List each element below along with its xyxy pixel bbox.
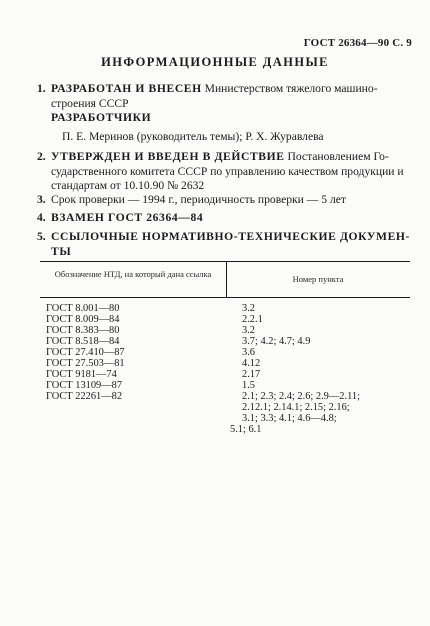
item-text: Срок проверки — 1994 г., периодичность проверки — 5 лет (51, 193, 346, 206)
table-row (40, 325, 410, 336)
document-cell: ГОСТ 8.009—84 (46, 314, 120, 325)
table-row (40, 336, 410, 347)
developers-names: П. Е. Меринов (руководитель темы); Р. Х. Журавлева (62, 130, 324, 143)
clause-cell: 2.17 (242, 369, 261, 380)
document-cell: ГОСТ 22261—82 (46, 391, 123, 402)
table-row (40, 347, 410, 358)
table-row (40, 358, 410, 369)
item-number: 1. (37, 82, 46, 95)
table-header-rule (40, 297, 410, 298)
clause-cell: 5.1; 6.1 (230, 424, 262, 435)
item-heading: ССЫЛОЧНЫЕ НОРМАТИВНО-ТЕХНИЧЕСКИЕ ДОКУМЕНТЫ (51, 230, 410, 258)
item-text: Министерством тяжелого машиностроения СССР (51, 82, 378, 110)
item-heading: РАЗРАБОТАН И ВНЕСЕН (51, 82, 202, 95)
table-body (40, 303, 410, 435)
document-cell: ГОСТ 27.410—87 (46, 347, 125, 358)
document-cell: ГОСТ 8.001—80 (46, 303, 120, 314)
table-row-continuation (40, 402, 410, 413)
item-1 (37, 82, 413, 111)
clause-cell: 2.12.1; 2.14.1; 2.15; 2.16; (242, 402, 350, 413)
table-header-document: Обозначение НТД, на который дана ссылка (54, 269, 212, 279)
document-cell: ГОСТ 27.503—81 (46, 358, 125, 369)
clause-cell: 2.2.1 (242, 314, 263, 325)
item-4 (37, 211, 413, 226)
item-heading: ВЗАМЕН ГОСТ 26364—84 (51, 211, 204, 224)
item-number: 2. (37, 150, 46, 163)
document-cell: ГОСТ 8.518—84 (46, 336, 120, 347)
clause-cell: 3.1; 3.3; 4.1; 4.6—4.8; (242, 413, 337, 424)
developers-heading: РАЗРАБОТЧИКИ (51, 111, 152, 124)
table-row (40, 314, 410, 325)
clause-cell: 3.7; 4.2; 4.7; 4.9 (242, 336, 311, 347)
table-top-rule (40, 261, 410, 262)
item-number: 5. (37, 230, 46, 243)
document-cell: ГОСТ 8.383—80 (46, 325, 120, 336)
table-header-clause: Номер пункта (292, 274, 344, 284)
table-row-continuation (40, 424, 410, 435)
item-text: Постановлением Государственного комитета СССР по управлению качеством продукции и стандартам от 10.10.90 № 2632 (51, 150, 404, 192)
item-heading: УТВЕРЖДЕН И ВВЕДЕН В ДЕЙСТВИЕ (51, 150, 285, 163)
table-row-continuation (40, 413, 410, 424)
item-number: 4. (37, 211, 46, 224)
document-cell: ГОСТ 9181—74 (46, 369, 117, 380)
table-row (40, 380, 410, 391)
document-cell: ГОСТ 13109—87 (46, 380, 123, 391)
clause-cell: 2.1; 2.3; 2.4; 2.6; 2.9—2.11; (242, 391, 360, 402)
item-2 (37, 150, 413, 194)
page-header: ГОСТ 26364—90 С. 9 (303, 37, 412, 49)
clause-cell: 1.5 (242, 380, 255, 391)
item-3 (37, 193, 413, 208)
table-row (40, 303, 410, 314)
clause-cell: 3.6 (242, 347, 255, 358)
table-row (40, 369, 410, 380)
page-title: ИНФОРМАЦИОННЫЕ ДАННЫЕ (101, 55, 329, 69)
clause-cell: 3.2 (242, 303, 255, 314)
clause-cell: 3.2 (242, 325, 255, 336)
item-5 (37, 230, 413, 259)
item-number: 3. (37, 193, 46, 206)
table-row (40, 391, 410, 402)
clause-cell: 4.12 (242, 358, 261, 369)
